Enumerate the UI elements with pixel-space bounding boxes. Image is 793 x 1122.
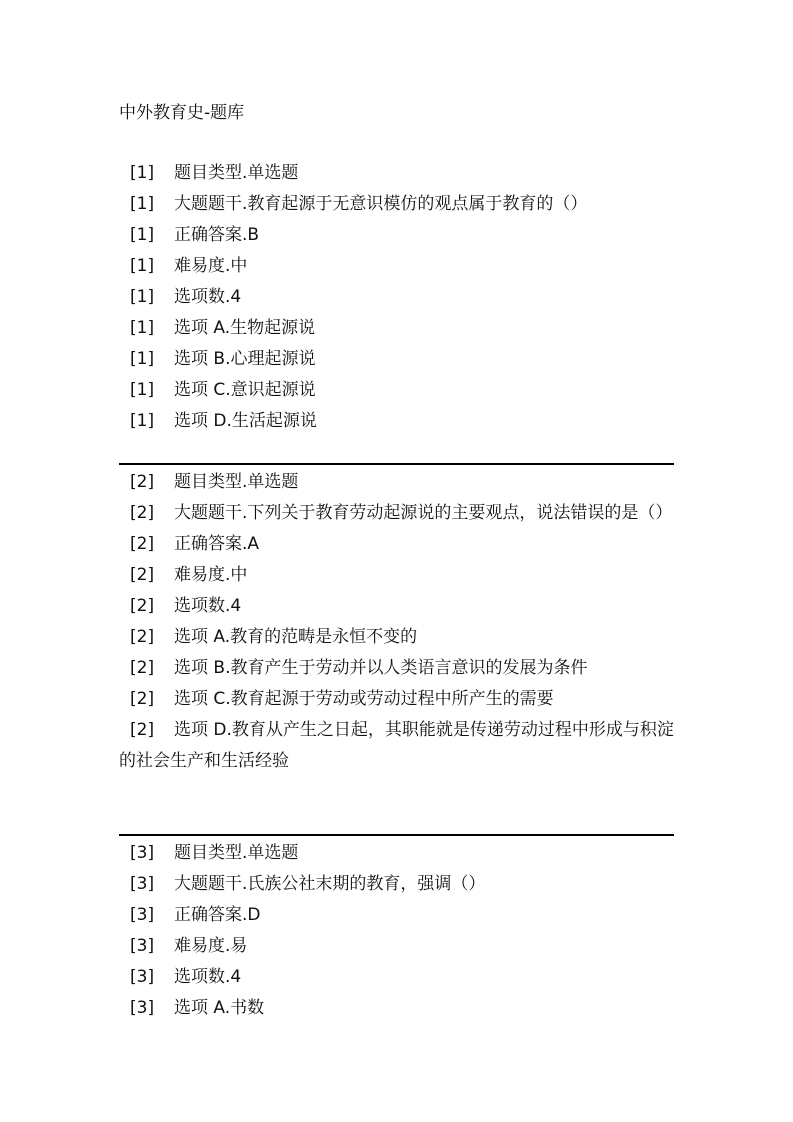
question-type: 题目类型.单选题 bbox=[174, 163, 299, 183]
option-line-a bbox=[119, 313, 674, 344]
difficulty: 难易度.中 bbox=[174, 565, 248, 585]
correct-answer-line bbox=[119, 900, 674, 931]
option-a: 选项 A.教育的范畴是永恒不变的 bbox=[174, 627, 418, 647]
question-number: [2] bbox=[130, 534, 155, 554]
question-block-2 bbox=[119, 467, 674, 777]
question-number: [3] bbox=[130, 936, 155, 956]
difficulty-line bbox=[119, 931, 674, 962]
option-line-b bbox=[119, 344, 674, 375]
question-number: [1] bbox=[130, 287, 155, 307]
option-line-d bbox=[119, 406, 674, 437]
correct-answer-line bbox=[119, 529, 674, 560]
option-b: 选项 B.教育产生于劳动并以人类语言意识的发展为条件 bbox=[174, 658, 588, 678]
question-type-line bbox=[119, 467, 674, 498]
question-type-line bbox=[119, 158, 674, 189]
question-number: [2] bbox=[130, 565, 155, 585]
option-line-c bbox=[119, 375, 674, 406]
page-title: 中外教育史-题库 bbox=[119, 103, 245, 123]
divider bbox=[119, 834, 674, 836]
question-number: [1] bbox=[130, 163, 155, 183]
question-number: [1] bbox=[130, 194, 155, 214]
question-number: [2] bbox=[130, 658, 155, 678]
question-number: [2] bbox=[130, 472, 155, 492]
question-number: [3] bbox=[130, 967, 155, 987]
question-number: [3] bbox=[130, 843, 155, 863]
question-number: [1] bbox=[130, 225, 155, 245]
option-line-d bbox=[119, 715, 674, 777]
question-number: [1] bbox=[130, 256, 155, 276]
question-number: [1] bbox=[130, 349, 155, 369]
option-a: 选项 A.生物起源说 bbox=[174, 318, 316, 338]
correct-answer: 正确答案.D bbox=[174, 905, 261, 925]
question-block-1 bbox=[119, 158, 674, 437]
option-line-b bbox=[119, 653, 674, 684]
question-number: [1] bbox=[130, 380, 155, 400]
difficulty: 难易度.易 bbox=[174, 936, 248, 956]
option-count: 选项数.4 bbox=[174, 596, 242, 616]
question-type: 题目类型.单选题 bbox=[174, 472, 299, 492]
question-type-line bbox=[119, 838, 674, 869]
question-type: 题目类型.单选题 bbox=[174, 843, 299, 863]
question-number: [1] bbox=[130, 411, 155, 431]
option-line-c bbox=[119, 684, 674, 715]
option-count-line bbox=[119, 282, 674, 313]
divider bbox=[119, 463, 674, 465]
option-count: 选项数.4 bbox=[174, 967, 242, 987]
question-stem: 大题题干.氏族公社末期的教育，强调（） bbox=[174, 874, 486, 894]
question-number: [2] bbox=[130, 627, 155, 647]
question-number: [3] bbox=[130, 998, 155, 1018]
option-line-a bbox=[119, 622, 674, 653]
question-number: [3] bbox=[130, 874, 155, 894]
option-c: 选项 C.教育起源于劳动或劳动过程中所产生的需要 bbox=[174, 689, 554, 709]
question-stem-line bbox=[119, 189, 674, 220]
question-number: [2] bbox=[130, 503, 155, 523]
question-number: [1] bbox=[130, 318, 155, 338]
option-a: 选项 A.书数 bbox=[174, 998, 265, 1018]
option-d: 选项 D.教育从产生之日起，其职能就是传递劳动过程中形成与积淀的社会生产和生活经验 bbox=[119, 720, 674, 771]
option-count: 选项数.4 bbox=[174, 287, 242, 307]
option-count-line bbox=[119, 591, 674, 622]
difficulty-line bbox=[119, 251, 674, 282]
question-number: [2] bbox=[130, 596, 155, 616]
option-d: 选项 D.生活起源说 bbox=[174, 411, 317, 431]
option-count-line bbox=[119, 962, 674, 993]
question-number: [3] bbox=[130, 905, 155, 925]
option-line-a bbox=[119, 993, 674, 1024]
question-stem-line bbox=[119, 498, 674, 529]
question-stem-line bbox=[119, 869, 674, 900]
correct-answer: 正确答案.B bbox=[174, 225, 260, 245]
correct-answer: 正确答案.A bbox=[174, 534, 260, 554]
correct-answer-line bbox=[119, 220, 674, 251]
difficulty: 难易度.中 bbox=[174, 256, 248, 276]
question-stem: 大题题干.下列关于教育劳动起源说的主要观点，说法错误的是（） bbox=[174, 503, 673, 523]
question-number: [2] bbox=[130, 689, 155, 709]
question-stem: 大题题干.教育起源于无意识模仿的观点属于教育的（） bbox=[174, 194, 588, 214]
option-c: 选项 C.意识起源说 bbox=[174, 380, 316, 400]
option-b: 选项 B.心理起源说 bbox=[174, 349, 316, 369]
question-number: [2] bbox=[130, 720, 155, 740]
difficulty-line bbox=[119, 560, 674, 591]
question-block-3 bbox=[119, 838, 674, 1024]
